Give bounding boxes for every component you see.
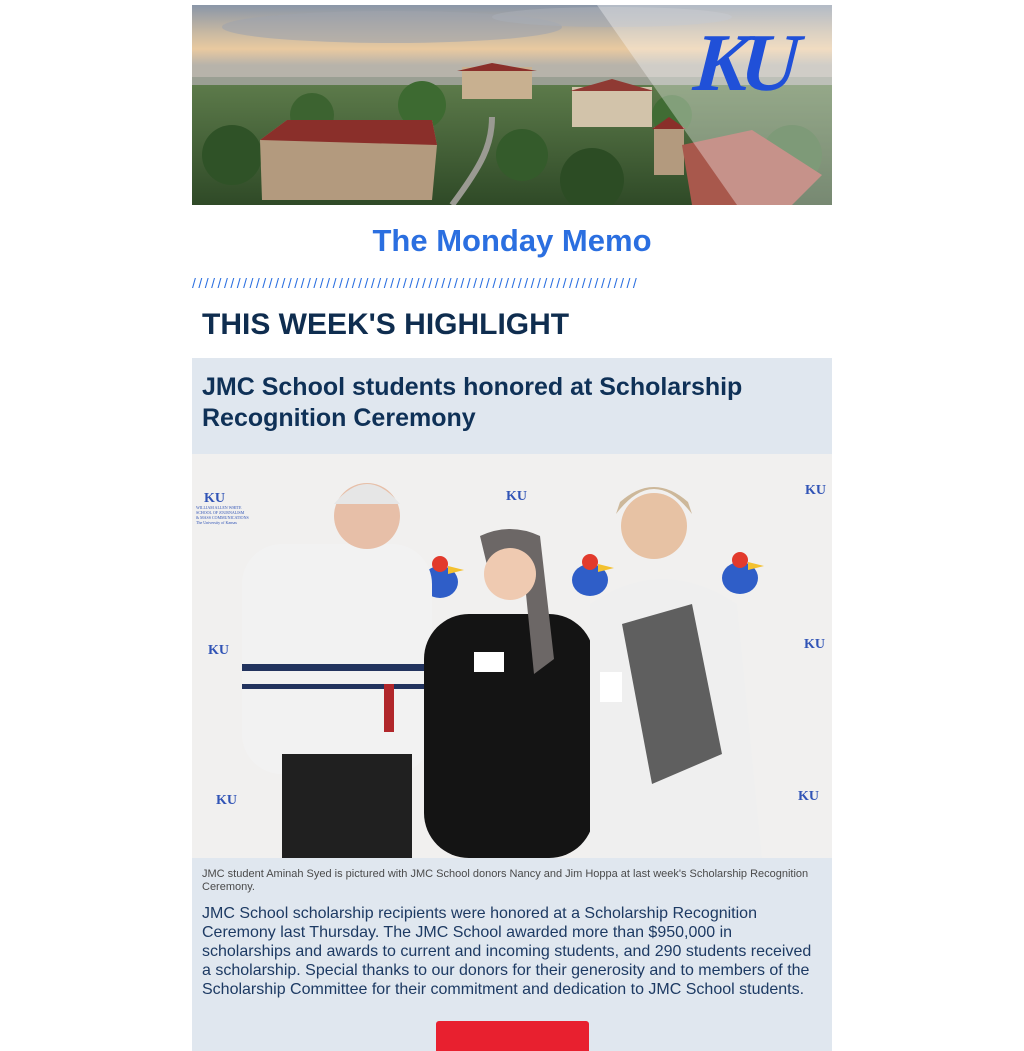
backdrop-logo-6: KU <box>216 793 237 808</box>
backdrop-logo-5: KU <box>804 637 825 652</box>
backdrop-line-2: SCHOOL OF JOURNALISM <box>196 510 245 515</box>
backdrop-line-1: WILLIAM ALLEN WHITE <box>196 505 242 510</box>
backdrop-logo-3: KU <box>805 483 826 498</box>
newsletter-body <box>192 5 832 1051</box>
campus-banner-image <box>192 5 832 205</box>
ceremony-photo[interactable] <box>192 454 832 858</box>
backdrop-logo-2: KU <box>506 489 527 504</box>
read-more-button[interactable] <box>436 1021 589 1051</box>
story-title[interactable]: JMC School students honored at Scholarship Recognition Ceremony <box>202 373 743 432</box>
section-heading: THIS WEEK'S HIGHLIGHT <box>202 308 570 341</box>
backdrop-logo-7: KU <box>798 789 819 804</box>
highlight-story <box>192 358 832 1051</box>
backdrop-logo-4: KU <box>208 643 229 658</box>
decorative-divider: ////////////////////////////////////////////////////////////////////// <box>192 275 640 291</box>
backdrop-line-4: The University of Kansas <box>196 520 237 525</box>
story-body: JMC School scholarship recipients were honored at a Scholarship Recognition Ceremony last Thursday. The JMC School awarded more than $950,000 in scholarships and awards to current and incoming students, and 290 students received a scholarship. Special thanks to our donors for their generosity and to members of the Scholarship Committee for their commitment and dedication to JMC School students. <box>202 905 812 998</box>
photo-caption: JMC student Aminah Syed is pictured with JMC School donors Nancy and Jim Hoppa at last week's Scholarship Recognition Ceremony. <box>202 868 809 893</box>
backdrop-line-3: & MASS COMMUNICATIONS <box>196 515 249 520</box>
backdrop-logo-1: KU <box>204 491 225 506</box>
ku-logo[interactable]: KU <box>690 17 796 108</box>
newsletter-title: The Monday Memo <box>372 223 652 258</box>
